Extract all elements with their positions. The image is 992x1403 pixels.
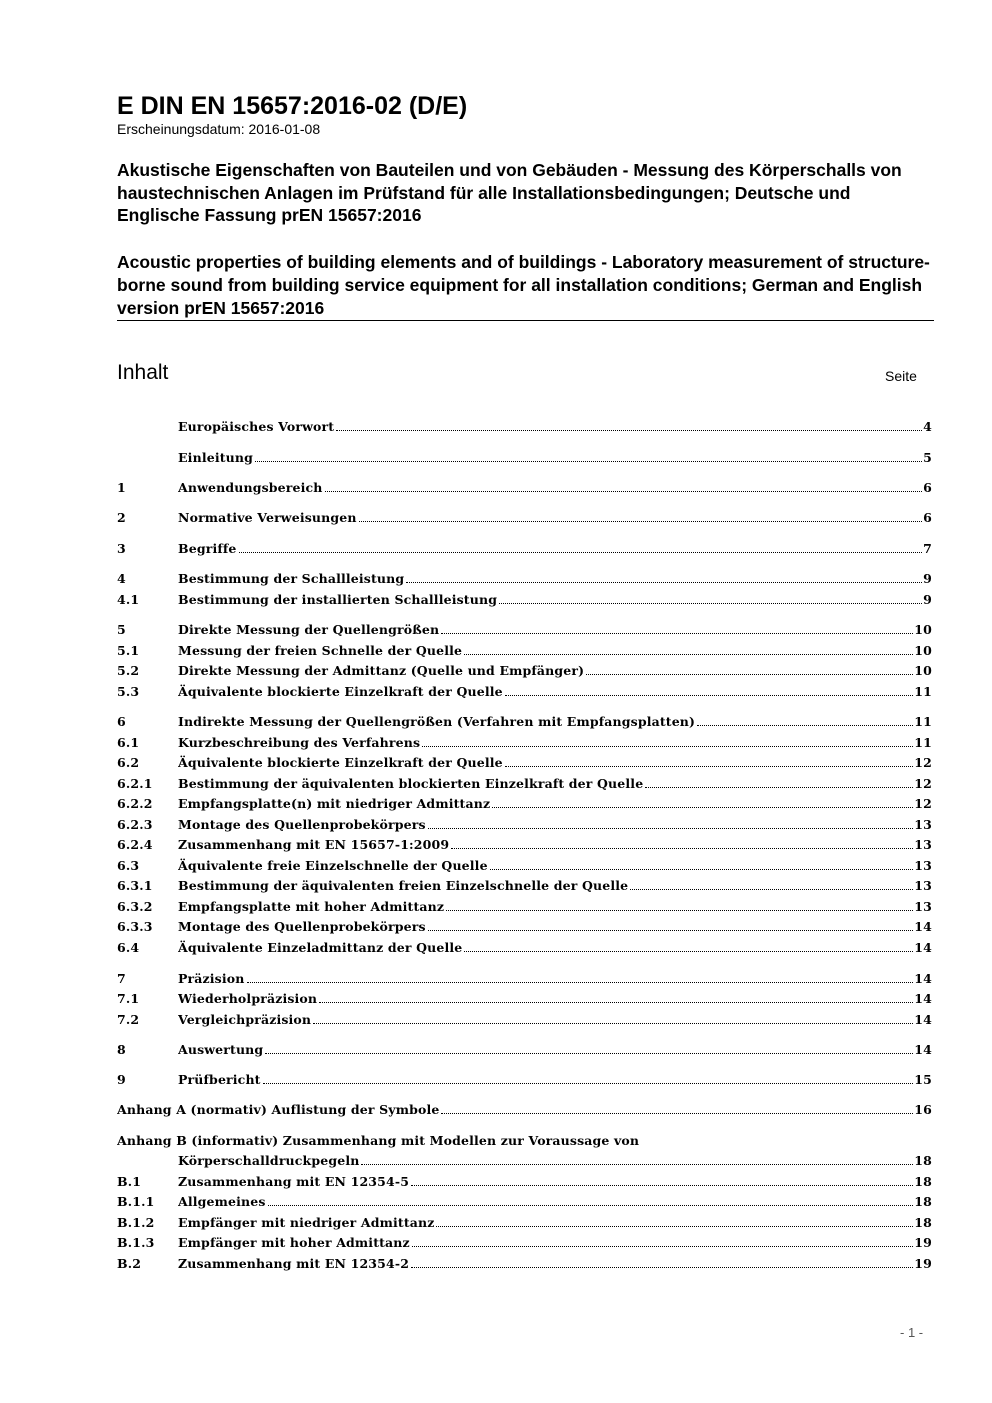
toc-entry-page: 18 bbox=[914, 1174, 932, 1189]
toc-entry-title: Wiederholpräzision bbox=[178, 991, 318, 1006]
toc-entry-page: 10 bbox=[914, 663, 932, 678]
toc-entry-number: 6 bbox=[117, 714, 126, 729]
toc-leader bbox=[406, 582, 922, 583]
toc-leader bbox=[255, 461, 922, 462]
toc-leader bbox=[268, 1205, 914, 1206]
toc-entry-page: 18 bbox=[914, 1215, 932, 1230]
title-divider bbox=[117, 320, 934, 321]
toc-entry[interactable] bbox=[117, 917, 932, 937]
english-title: Acoustic properties of building elements and of buildings - Laboratory measurement of structure-borne sound from building service equipment for all installation conditions; German and English version prEN 15657:2016 bbox=[117, 252, 930, 318]
toc-entry[interactable] bbox=[117, 448, 932, 468]
toc-entry-number: B.1.3 bbox=[117, 1235, 155, 1250]
toc-entry[interactable] bbox=[117, 569, 932, 589]
toc-entry-page: 14 bbox=[914, 1012, 932, 1027]
toc-entry-title: Kurzbeschreibung des Verfahrens bbox=[178, 735, 421, 750]
toc-leader bbox=[464, 951, 913, 952]
toc-entry[interactable] bbox=[117, 661, 932, 681]
toc-entry[interactable] bbox=[117, 989, 932, 1009]
toc-leader bbox=[265, 1053, 913, 1054]
toc-entry[interactable] bbox=[117, 641, 932, 661]
toc-entry-title: Bestimmung der äquivalenten blockierten Einzelkraft der Quelle bbox=[178, 776, 644, 791]
toc-entry-title: Normative Verweisungen bbox=[178, 510, 357, 525]
toc-entry[interactable] bbox=[117, 590, 932, 610]
toc-entry-number: 6.2.3 bbox=[117, 817, 153, 832]
toc-entry-page: 11 bbox=[914, 735, 932, 750]
toc-entry[interactable] bbox=[117, 478, 932, 498]
toc-entry-number: 6.3 bbox=[117, 858, 140, 873]
toc-entry-number: B.1.2 bbox=[117, 1215, 155, 1230]
toc-leader bbox=[505, 766, 914, 767]
toc-entry-page: 6 bbox=[923, 510, 932, 525]
toc-leader bbox=[247, 982, 914, 983]
toc-leader bbox=[411, 1185, 913, 1186]
toc-entry-number: 6.2.2 bbox=[117, 796, 153, 811]
toc-entry[interactable] bbox=[117, 1254, 932, 1274]
toc-leader bbox=[499, 603, 922, 604]
toc-entry[interactable] bbox=[117, 815, 932, 835]
toc-entry-page: 13 bbox=[914, 858, 932, 873]
toc-entry-title: Äquivalente Einzeladmittanz der Quelle bbox=[178, 940, 463, 955]
toc-entry[interactable] bbox=[117, 508, 932, 528]
toc-leader bbox=[361, 1164, 913, 1165]
toc-entry-title: Äquivalente blockierte Einzelkraft der Quelle bbox=[178, 684, 503, 699]
toc-entry[interactable] bbox=[117, 1100, 932, 1120]
toc-entry-title: Empfangsplatte mit hoher Admittanz bbox=[178, 899, 445, 914]
toc-entry-number: 9 bbox=[117, 1072, 126, 1087]
toc-entry-page: 6 bbox=[923, 480, 932, 495]
toc-entry-title: Anwendungsbereich bbox=[178, 480, 323, 495]
toc-entry[interactable] bbox=[117, 969, 932, 989]
publication-date: Erscheinungsdatum: 2016-01-08 bbox=[117, 121, 321, 137]
toc-entry-number: 6.1 bbox=[117, 735, 140, 750]
toc-entry-page: 11 bbox=[914, 714, 932, 729]
toc-entry-title: Äquivalente blockierte Einzelkraft der Quelle bbox=[178, 755, 503, 770]
toc-entry-title: Europäisches Vorwort bbox=[178, 419, 335, 434]
toc-entry[interactable] bbox=[117, 835, 932, 855]
toc-leader bbox=[412, 1246, 914, 1247]
toc-leader bbox=[441, 633, 913, 634]
toc-entry-title: Bestimmung der Schallleistung bbox=[178, 571, 405, 586]
toc-entry-number: 8 bbox=[117, 1042, 126, 1057]
toc-leader bbox=[446, 910, 913, 911]
toc-entry[interactable] bbox=[117, 620, 932, 640]
toc-entry-number: B.1.1 bbox=[117, 1194, 155, 1209]
toc-leader bbox=[428, 828, 914, 829]
toc-entry[interactable] bbox=[117, 897, 932, 917]
toc-entry-page: 10 bbox=[914, 622, 932, 637]
toc-entry[interactable] bbox=[117, 712, 932, 732]
toc-entry-number: 5.1 bbox=[117, 643, 140, 658]
toc-entry-number: 6.3.2 bbox=[117, 899, 153, 914]
toc-entry-page: 14 bbox=[914, 991, 932, 1006]
toc-entry-title: Prüfbericht bbox=[178, 1072, 261, 1087]
toc-entry-page: 9 bbox=[923, 571, 932, 586]
toc-entry-number: 3 bbox=[117, 541, 126, 556]
toc-entry[interactable] bbox=[117, 794, 932, 814]
toc-leader bbox=[239, 552, 923, 553]
toc-entry-number: 6.2 bbox=[117, 755, 140, 770]
toc-entry-number: 2 bbox=[117, 510, 126, 525]
toc-entry-number: 7 bbox=[117, 971, 126, 986]
toc-entry-number: 6.4 bbox=[117, 940, 140, 955]
toc-entry-title: Anhang B (informativ) Zusammenhang mit Modellen zur Voraussage von bbox=[117, 1133, 640, 1148]
toc-entry-title: Direkte Messung der Admittanz (Quelle und Empfänger) bbox=[178, 663, 585, 678]
toc-entry-title: Empfänger mit hoher Admittanz bbox=[178, 1235, 410, 1250]
toc-entry-title: Empfangsplatte(n) mit niedriger Admittanz bbox=[178, 796, 491, 811]
toc-entry-page: 14 bbox=[914, 1042, 932, 1057]
toc-entry-number: 5.3 bbox=[117, 684, 140, 699]
toc-entry-page: 13 bbox=[914, 837, 932, 852]
toc-entry-number: 6.2.1 bbox=[117, 776, 153, 791]
toc-entry-page: 14 bbox=[914, 940, 932, 955]
toc-entry-page: 11 bbox=[914, 684, 932, 699]
toc-entry-page: 13 bbox=[914, 899, 932, 914]
toc-entry-title: Zusammenhang mit EN 12354-2 bbox=[178, 1256, 410, 1271]
toc-entry[interactable] bbox=[117, 733, 932, 753]
toc-entry-page: 18 bbox=[914, 1153, 932, 1168]
toc-entry-page: 7 bbox=[923, 541, 932, 556]
toc-entry-title: Körperschalldruckpegeln bbox=[178, 1153, 360, 1168]
toc-leader bbox=[697, 725, 913, 726]
toc-leader bbox=[319, 1002, 913, 1003]
toc-entry[interactable] bbox=[117, 1010, 932, 1030]
toc-entry[interactable] bbox=[117, 1131, 932, 1151]
toc-entry-page: 19 bbox=[914, 1235, 932, 1250]
toc-entry-number: 6.2.4 bbox=[117, 837, 153, 852]
toc-page-column-label: Seite bbox=[885, 368, 917, 384]
toc-entry-number: 1 bbox=[117, 480, 126, 495]
toc-entry-page: 12 bbox=[914, 755, 932, 770]
toc-entry-title: Präzision bbox=[178, 971, 245, 986]
toc-entry-number: B.1 bbox=[117, 1174, 142, 1189]
toc-entry-title: Montage des Quellenprobekörpers bbox=[178, 817, 426, 832]
toc-entry-title: Bestimmung der installierten Schallleistung bbox=[178, 592, 498, 607]
toc-entry[interactable] bbox=[117, 1040, 932, 1060]
toc-leader bbox=[645, 787, 913, 788]
toc-entry-number: 7.1 bbox=[117, 991, 140, 1006]
toc-entry-title: Empfänger mit niedriger Admittanz bbox=[178, 1215, 435, 1230]
toc-entry-number: B.2 bbox=[117, 1256, 142, 1271]
toc-entry[interactable] bbox=[117, 1233, 932, 1253]
toc-entry-title: Auswertung bbox=[178, 1042, 264, 1057]
toc-heading: Inhalt bbox=[117, 361, 169, 384]
toc-entry-page: 18 bbox=[914, 1194, 932, 1209]
toc-entry[interactable] bbox=[117, 774, 932, 794]
toc-entry-title: Einleitung bbox=[178, 450, 254, 465]
toc-entry-number: 6.3.3 bbox=[117, 919, 153, 934]
toc-entry-title: Zusammenhang mit EN 15657-1:2009 bbox=[178, 837, 450, 852]
toc-leader bbox=[492, 807, 913, 808]
toc-leader bbox=[263, 1083, 914, 1084]
toc-entry-page: 16 bbox=[914, 1102, 932, 1117]
toc-entry[interactable] bbox=[117, 938, 932, 958]
toc-entry-title: Direkte Messung der Quellengrößen bbox=[178, 622, 440, 637]
toc-leader bbox=[630, 889, 913, 890]
document-id: E DIN EN 15657:2016-02 (D/E) bbox=[117, 92, 468, 120]
toc-leader bbox=[411, 1267, 913, 1268]
toc-leader bbox=[451, 848, 913, 849]
toc-leader bbox=[490, 869, 914, 870]
toc-entry[interactable] bbox=[117, 1192, 932, 1212]
toc-entry-page: 13 bbox=[914, 878, 932, 893]
toc-entry-title: Vergleichpräzision bbox=[178, 1012, 312, 1027]
toc-entry-number: 4 bbox=[117, 571, 126, 586]
page-number: - 1 - bbox=[900, 1325, 924, 1340]
toc-leader bbox=[336, 430, 922, 431]
toc-leader bbox=[441, 1113, 913, 1114]
toc-leader bbox=[586, 674, 913, 675]
toc-entry-page: 15 bbox=[914, 1072, 932, 1087]
toc-entry-page: 14 bbox=[914, 971, 932, 986]
toc-entry-title: Äquivalente freie Einzelschnelle der Quelle bbox=[178, 858, 488, 873]
toc-entry[interactable] bbox=[117, 1070, 932, 1090]
toc-entry-title: Indirekte Messung der Quellengrößen (Verfahren mit Empfangsplatten) bbox=[178, 714, 696, 729]
toc-leader bbox=[428, 930, 914, 931]
toc-leader bbox=[422, 746, 913, 747]
toc-entry[interactable] bbox=[117, 876, 932, 896]
toc-entry[interactable] bbox=[117, 682, 932, 702]
toc-entry-number: 7.2 bbox=[117, 1012, 140, 1027]
toc-entry-title: Zusammenhang mit EN 12354-5 bbox=[178, 1174, 410, 1189]
toc-entry-number: 5 bbox=[117, 622, 126, 637]
german-title: Akustische Eigenschaften von Bauteilen und von Gebäuden - Messung des Körperschalls von haustechnischen Anlagen im Prüfstand für alle Installationsbedingungen; Deutsche und Englische Fassung prEN 15657:2016 bbox=[117, 160, 902, 225]
toc-entry-page: 12 bbox=[914, 796, 932, 811]
toc-entry-title: Begriffe bbox=[178, 541, 237, 556]
toc-entry[interactable] bbox=[117, 753, 932, 773]
toc-entry-page: 5 bbox=[923, 450, 932, 465]
toc-entry-continuation[interactable] bbox=[117, 1151, 932, 1171]
toc-entry-page: 19 bbox=[914, 1256, 932, 1271]
toc-entry[interactable] bbox=[117, 417, 932, 437]
toc-entry-page: 10 bbox=[914, 643, 932, 658]
toc-entry-title: Anhang A (normativ) Auflistung der Symbole bbox=[117, 1102, 440, 1117]
toc-entry-number: 4.1 bbox=[117, 592, 140, 607]
toc-entry-title: Bestimmung der äquivalenten freien Einzelschnelle der Quelle bbox=[178, 878, 629, 893]
toc-entry[interactable] bbox=[117, 856, 932, 876]
toc-entry-page: 14 bbox=[914, 919, 932, 934]
toc-leader bbox=[325, 491, 923, 492]
toc-leader bbox=[464, 654, 913, 655]
toc-entry-page: 9 bbox=[923, 592, 932, 607]
toc-entry-page: 13 bbox=[914, 817, 932, 832]
toc-entry-page: 4 bbox=[923, 419, 932, 434]
toc-leader bbox=[313, 1023, 913, 1024]
toc-entry[interactable] bbox=[117, 1172, 932, 1192]
toc-entry-title: Allgemeines bbox=[178, 1194, 266, 1209]
toc-entry-title: Montage des Quellenprobekörpers bbox=[178, 919, 426, 934]
toc-entry[interactable] bbox=[117, 1213, 932, 1233]
toc-leader bbox=[359, 521, 923, 522]
toc-leader bbox=[505, 695, 914, 696]
toc-entry-number: 5.2 bbox=[117, 663, 140, 678]
toc-entry-number: 6.3.1 bbox=[117, 878, 153, 893]
toc-entry-page: 12 bbox=[914, 776, 932, 791]
toc-entry-title: Messung der freien Schnelle der Quelle bbox=[178, 643, 463, 658]
toc-entry[interactable] bbox=[117, 539, 932, 559]
toc-leader bbox=[436, 1226, 913, 1227]
